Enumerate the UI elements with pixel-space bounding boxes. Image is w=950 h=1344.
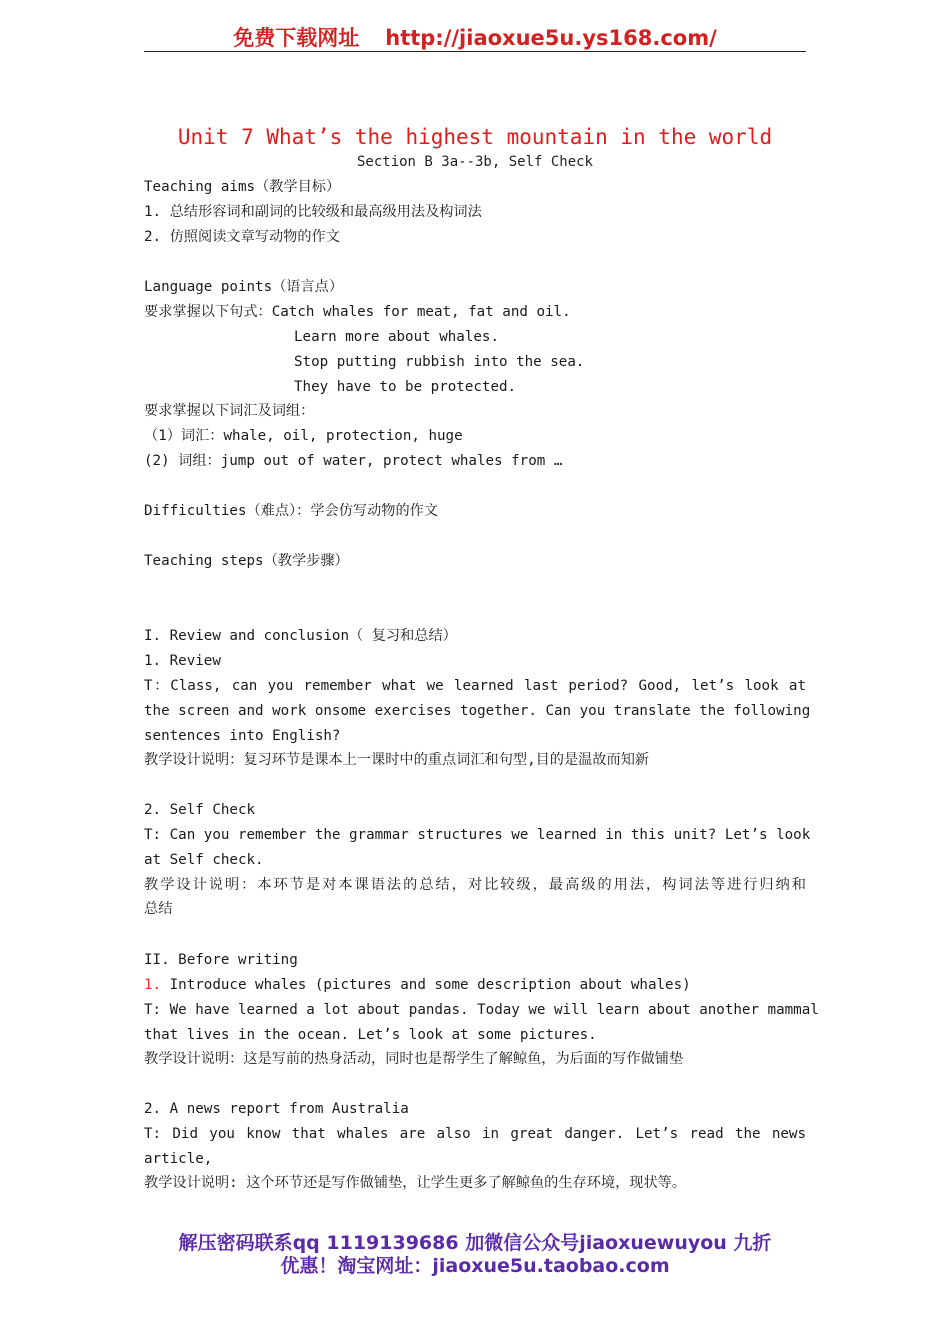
aims-item: 1. 总结形容词和副词的比较级和最高级用法及构词法: [144, 204, 482, 220]
intro-number: 1.: [144, 977, 162, 993]
section2-heading: II. Before writing: [144, 952, 298, 968]
document-title: Unit 7 What’s the highest mountain in the world: [177, 125, 773, 149]
news-title: 2. A news report from Australia: [144, 1101, 409, 1117]
intro-title: [144, 976, 691, 994]
review-title: 1. Review: [144, 653, 221, 669]
footer-shop-link[interactable]: 优惠！淘宝网址：jiaoxue5u.taobao.com: [280, 1255, 670, 1277]
review-text-line: the screen and work onsome exercises together. Can you translate the following: [144, 703, 811, 719]
page-header: [144, 22, 806, 52]
intro-note: 教学设计说明：这是写前的热身活动，同时也是帮学生了解鲸鱼，为后面的写作做铺垫: [144, 1051, 684, 1067]
header-divider: [144, 51, 806, 52]
review-note: 教学设计说明：复习环节是课本上一课时中的重点词汇和句型,目的是温故而知新: [144, 752, 650, 768]
selfcheck-text-line: at Self check.: [144, 852, 264, 868]
header-label: 免费下载网址: [233, 26, 360, 50]
sentence-item: They have to be protected.: [294, 379, 517, 395]
selfcheck-note-line: 总结: [144, 901, 173, 917]
vocab-lead: 要求掌握以下词汇及词组：: [144, 403, 315, 419]
sentence-item: Learn more about whales.: [294, 329, 499, 345]
header-url-link[interactable]: http://jiaoxue5u.ys168.com/: [385, 26, 717, 50]
selfcheck-title: 2. Self Check: [144, 802, 256, 818]
intro-title-text: Introduce whales (pictures and some description about whales): [161, 977, 691, 993]
selfcheck-text-line: T: Can you remember the grammar structures we learned in this unit? Let’s look: [144, 827, 811, 843]
news-note: 教学设计说明: 这个环节还是写作做铺垫，让学生更多了解鲸鱼的生存环境，现状等。: [144, 1175, 687, 1191]
footer-contact: 解压密码联系qq 1119139686 加微信公众号jiaoxuewuyou 九折: [178, 1232, 772, 1254]
vocab-item: （1）词汇：whale, oil, protection, huge: [144, 428, 463, 444]
language-heading: Language points（语言点）: [144, 279, 344, 295]
vocab-item: (2) 词组：jump out of water, protect whales from …: [144, 453, 563, 469]
review-text-line: T：Class, can you remember what we learned last period? Good, let’s look at: [144, 678, 806, 694]
intro-text-line: that lives in the ocean. Let’s look at some pictures.: [144, 1027, 597, 1043]
aims-heading: Teaching aims（教学目标）: [144, 179, 341, 195]
sentences-lead: 要求掌握以下句式：Catch whales for meat, fat and oil.: [144, 304, 571, 320]
section1-heading: I. Review and conclusion（ 复习和总结）: [144, 628, 457, 644]
news-text-line: article,: [144, 1151, 213, 1167]
news-text-line: T: Did you know that whales are also in great danger. Let’s read the news: [144, 1126, 806, 1142]
document-subtitle: Section B 3a--3b, Self Check: [356, 154, 593, 170]
sentence-item: Stop putting rubbish into the sea.: [294, 354, 585, 370]
steps-heading: Teaching steps（教学步骤）: [144, 553, 349, 569]
intro-text-line: T: We have learned a lot about pandas. Today we will learn about another mammal: [144, 1002, 819, 1018]
review-text-line: sentences into English?: [144, 728, 341, 744]
selfcheck-note-line: 教学设计说明：本环节是对本课语法的总结，对比较级，最高级的用法，构词法等进行归纳和: [144, 877, 806, 893]
difficulties-line: Difficulties（难点）：学会仿写动物的作文: [144, 503, 439, 519]
aims-item: 2. 仿照阅读文章写动物的作文: [144, 229, 340, 245]
